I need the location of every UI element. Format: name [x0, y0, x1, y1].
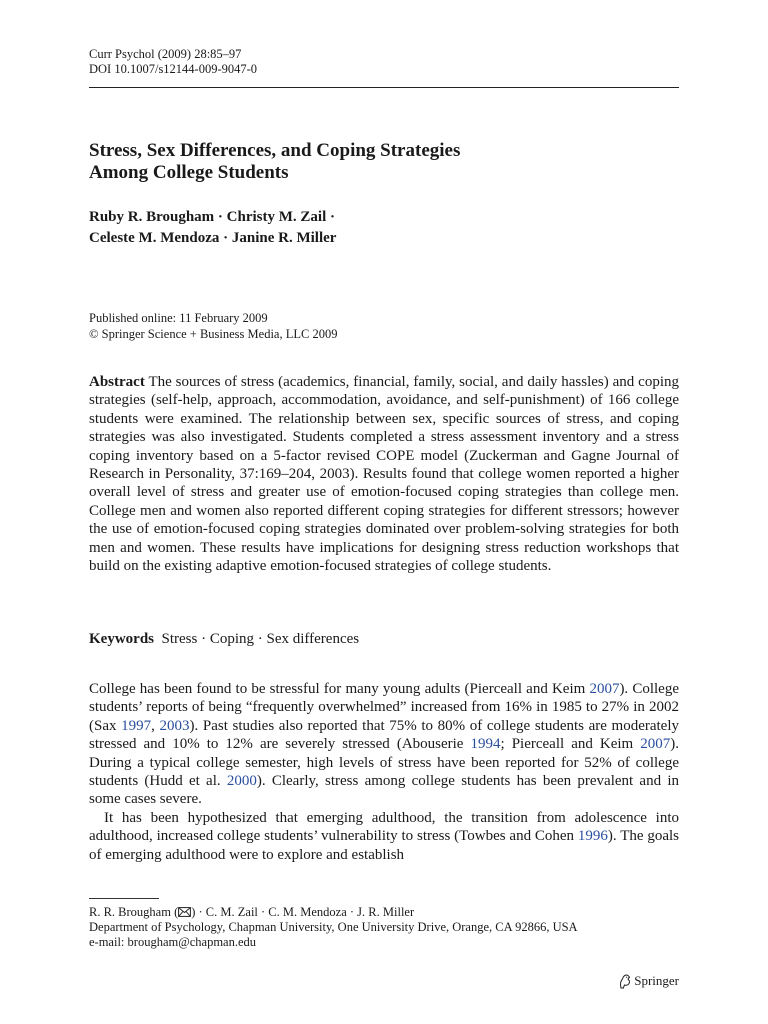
text-segment: ,	[151, 717, 160, 734]
citation-link[interactable]: 2000	[226, 773, 257, 790]
text-segment: ). College students’ reports of being “frequently overwhelmed” increased from 16% in 1985 to 27% in 2002 (Sax	[89, 681, 679, 734]
copyright-notice: © Springer Science + Business Media, LLC 2009	[89, 326, 338, 341]
keywords-text: Stress · Coping · Sex differences	[161, 631, 360, 647]
authors-line-1: Ruby R. Brougham · Christy M. Zail ·	[89, 209, 336, 225]
text-segment: It has been hypothesized that emerging adulthood, the transition from adolescence into adulthood, increased college students’ vulnerability to stress (Towbes and Cohen	[89, 809, 679, 845]
publication-info	[89, 311, 337, 342]
doi: DOI 10.1007/s12144-009-9047-0	[89, 62, 258, 76]
citation-link[interactable]: 1996	[577, 828, 608, 845]
author-footnote	[89, 905, 578, 950]
journal-reference	[89, 47, 257, 77]
citation-link[interactable]: 2003	[159, 717, 190, 734]
footnote-authors	[89, 905, 578, 920]
abstract	[89, 373, 679, 575]
publisher-mark	[618, 973, 679, 989]
keywords-label: Keywords	[89, 631, 154, 647]
text-segment: ). The goals of emerging adulthood were to explore and establish	[89, 828, 679, 863]
article-title	[89, 140, 460, 184]
contact-email[interactable]: e-mail: brougham@chapman.edu	[89, 935, 257, 949]
citation-link[interactable]: 2007	[640, 736, 671, 753]
title-line-1: Stress, Sex Differences, and Coping Strategies	[89, 140, 461, 161]
body-text	[89, 680, 679, 864]
published-online-date: Published online: 11 February 2009	[89, 311, 268, 325]
abstract-text: The sources of stress (academics, financial, family, social, and daily hassles) and coping strategies (self-help, approach, accommodation, avoidance, and self-punishment) of 166 college students were examined. The relationship between sex, specific sources of stress, and coping strategies was also investigated. Students completed a stress assessment inventory and a stress coping inventory based on a 5-factor revised COPE model (Zuckerman and Gagne Journal of Research in Personality, 37:169–204, 2003). Results found that college women reported a higher overall level of stress and greater use of emotion-focused coping strategies than college men. College men and women also reported different coping strategies for different stressors; however the use of emotion-focused coping strategies dominated over problem-solving strategies for both men and women. These results have implications for designing stress reduction workshops that build on the existing adaptive emotion-focused strategies of college students.	[89, 374, 679, 575]
citation-link[interactable]: 1994	[470, 736, 501, 753]
authors-line-2: Celeste M. Mendoza · Janine R. Miller	[89, 230, 337, 246]
text-segment: ). Past studies also reported that 75% to 80% of college students are moderately stressed and 10% to 12% are severely stressed (Abouserie	[89, 717, 679, 753]
title-line-2: Among College Students	[89, 162, 289, 183]
author-list	[89, 207, 336, 249]
springer-horse-icon	[618, 974, 631, 989]
paragraph-1	[89, 680, 679, 809]
affiliation: Department of Psychology, Chapman University, One University Drive, Orange, CA 92866, USA	[89, 920, 578, 934]
paragraph-2	[89, 809, 679, 864]
text-segment: ). Clearly, stress among college students has been prevalent and in some cases severe.	[89, 773, 679, 808]
article-page	[89, 0, 679, 1024]
footnote-text: ) · C. M. Zail · C. M. Mendoza · J. R. Miller	[191, 905, 415, 919]
citation-link[interactable]: 1997	[121, 717, 152, 734]
envelope-icon[interactable]	[178, 907, 191, 917]
text-segment: ). During a typical college semester, high levels of stress have been reported for 52% of college students (Hudd et al.	[89, 736, 679, 790]
abstract-label: Abstract	[89, 374, 145, 390]
text-segment: College has been found to be stressful for many young adults (Pierceall and Keim	[89, 681, 590, 697]
publisher-name: Springer	[634, 973, 679, 988]
footnote-text: R. R. Brougham (	[89, 905, 179, 919]
header-rule	[89, 87, 679, 88]
text-segment: ; Pierceall and Keim	[500, 736, 641, 753]
keywords	[89, 630, 359, 648]
citation: Curr Psychol (2009) 28:85–97	[89, 47, 242, 61]
citation-link[interactable]: 2007	[589, 681, 620, 697]
footnote-rule	[89, 898, 159, 899]
